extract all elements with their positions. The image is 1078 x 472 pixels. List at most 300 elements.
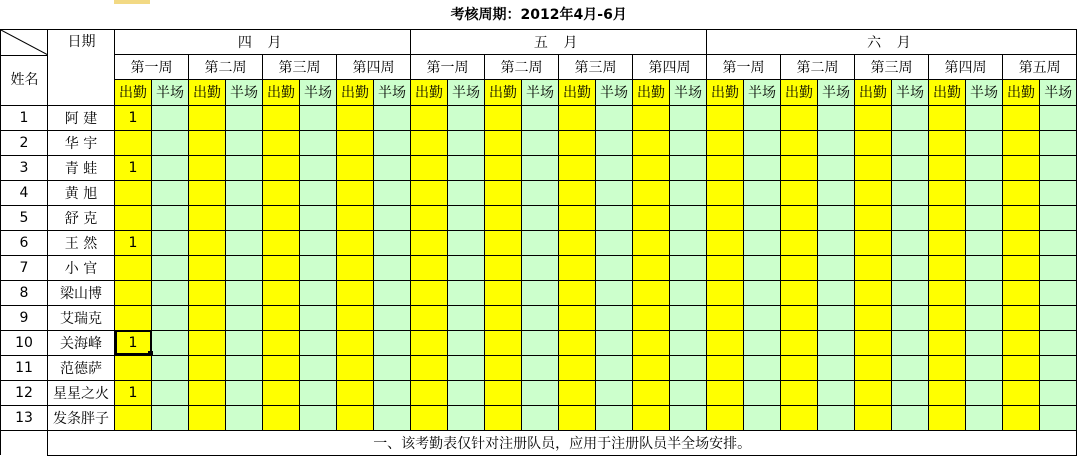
attendance-cell[interactable] (559, 155, 596, 180)
row-number[interactable]: 9 (1, 305, 48, 330)
half-court-cell[interactable] (818, 205, 855, 230)
attendance-cell[interactable] (263, 205, 300, 230)
attendance-cell[interactable] (633, 280, 670, 305)
half-court-cell[interactable] (152, 355, 189, 380)
member-name[interactable]: 星星之火 (48, 380, 115, 405)
attendance-cell[interactable] (1003, 330, 1040, 355)
half-court-cell[interactable] (744, 405, 781, 430)
half-court-cell[interactable] (152, 155, 189, 180)
half-court-cell[interactable] (374, 330, 411, 355)
half-court-cell[interactable] (300, 330, 337, 355)
half-court-cell[interactable] (152, 255, 189, 280)
attendance-cell[interactable] (411, 105, 448, 130)
row-number[interactable]: 7 (1, 255, 48, 280)
half-court-cell[interactable] (226, 305, 263, 330)
member-name[interactable]: 阿 建 (48, 105, 115, 130)
attendance-cell[interactable] (707, 355, 744, 380)
attendance-cell[interactable] (1003, 380, 1040, 405)
half-court-cell[interactable] (300, 305, 337, 330)
half-court-cell[interactable] (1040, 305, 1077, 330)
half-court-cell[interactable] (1040, 280, 1077, 305)
half-court-cell[interactable] (152, 305, 189, 330)
half-court-cell[interactable] (596, 355, 633, 380)
attendance-cell[interactable] (189, 130, 226, 155)
attendance-cell[interactable] (559, 405, 596, 430)
half-court-cell[interactable] (670, 255, 707, 280)
half-court-cell[interactable] (448, 305, 485, 330)
half-court-cell[interactable] (522, 130, 559, 155)
row-number[interactable]: 12 (1, 380, 48, 405)
attendance-cell[interactable] (263, 355, 300, 380)
half-court-cell[interactable] (374, 205, 411, 230)
attendance-cell[interactable] (781, 255, 818, 280)
half-court-cell[interactable] (300, 380, 337, 405)
attendance-cell[interactable] (337, 380, 374, 405)
attendance-cell[interactable] (1003, 205, 1040, 230)
attendance-cell[interactable] (411, 355, 448, 380)
attendance-cell[interactable] (1003, 405, 1040, 430)
row-number[interactable]: 10 (1, 330, 48, 355)
half-court-cell[interactable] (892, 380, 929, 405)
member-name[interactable]: 小 官 (48, 255, 115, 280)
attendance-cell[interactable] (263, 305, 300, 330)
attendance-cell[interactable] (411, 155, 448, 180)
attendance-cell[interactable]: 1 (115, 380, 152, 405)
attendance-cell[interactable] (633, 180, 670, 205)
row-number[interactable]: 5 (1, 205, 48, 230)
attendance-cell[interactable] (337, 205, 374, 230)
half-court-cell[interactable] (670, 305, 707, 330)
attendance-cell[interactable] (485, 255, 522, 280)
attendance-cell[interactable] (929, 205, 966, 230)
attendance-cell[interactable] (411, 305, 448, 330)
fill-handle[interactable] (148, 351, 153, 356)
half-subheader[interactable]: 半场 (670, 80, 707, 105)
attendance-cell[interactable] (781, 405, 818, 430)
attendance-cell[interactable] (337, 230, 374, 255)
attend-subheader[interactable]: 出勤 (115, 80, 152, 105)
half-court-cell[interactable] (522, 180, 559, 205)
half-court-cell[interactable] (596, 280, 633, 305)
half-court-cell[interactable] (596, 330, 633, 355)
attend-subheader[interactable]: 出勤 (633, 80, 670, 105)
half-court-cell[interactable] (152, 230, 189, 255)
half-court-cell[interactable] (818, 380, 855, 405)
attendance-cell[interactable] (411, 230, 448, 255)
half-court-cell[interactable] (374, 105, 411, 130)
week-header[interactable]: 第二周 (485, 54, 559, 79)
attendance-cell[interactable] (559, 355, 596, 380)
week-header[interactable]: 第五周 (1003, 54, 1077, 79)
half-court-cell[interactable] (670, 205, 707, 230)
attend-subheader[interactable]: 出勤 (707, 80, 744, 105)
member-name[interactable]: 黄 旭 (48, 180, 115, 205)
half-court-cell[interactable] (596, 305, 633, 330)
attendance-cell[interactable] (115, 405, 152, 430)
attendance-cell[interactable] (1003, 255, 1040, 280)
member-name[interactable]: 发条胖子 (48, 405, 115, 430)
half-court-cell[interactable] (448, 280, 485, 305)
attendance-cell[interactable] (337, 280, 374, 305)
attendance-cell[interactable] (929, 155, 966, 180)
attendance-cell[interactable] (337, 330, 374, 355)
attendance-cell[interactable] (559, 205, 596, 230)
attendance-cell[interactable]: 1 (115, 105, 152, 130)
attendance-cell[interactable] (633, 205, 670, 230)
half-court-cell[interactable] (966, 155, 1003, 180)
half-subheader[interactable]: 半场 (448, 80, 485, 105)
attendance-cell[interactable] (411, 280, 448, 305)
half-court-cell[interactable] (226, 255, 263, 280)
month-header[interactable]: 四 月 (115, 29, 411, 54)
half-court-cell[interactable] (522, 280, 559, 305)
half-court-cell[interactable] (744, 105, 781, 130)
attendance-cell[interactable] (189, 205, 226, 230)
attendance-cell[interactable] (189, 230, 226, 255)
attendance-cell[interactable] (189, 255, 226, 280)
attendance-cell[interactable] (115, 130, 152, 155)
attendance-cell[interactable] (115, 255, 152, 280)
half-court-cell[interactable] (300, 355, 337, 380)
attendance-cell[interactable] (1003, 155, 1040, 180)
attendance-cell[interactable]: 1 (115, 155, 152, 180)
attendance-cell[interactable] (855, 230, 892, 255)
attendance-cell[interactable] (707, 155, 744, 180)
half-court-cell[interactable] (966, 280, 1003, 305)
attendance-cell[interactable] (1003, 280, 1040, 305)
attendance-cell[interactable] (337, 305, 374, 330)
attendance-cell[interactable] (485, 180, 522, 205)
attend-subheader[interactable]: 出勤 (337, 80, 374, 105)
row-number[interactable]: 11 (1, 355, 48, 380)
half-court-cell[interactable] (744, 355, 781, 380)
half-subheader[interactable]: 半场 (966, 80, 1003, 105)
attendance-cell[interactable] (411, 205, 448, 230)
attendance-cell[interactable] (337, 105, 374, 130)
half-court-cell[interactable] (966, 305, 1003, 330)
attendance-cell[interactable] (707, 205, 744, 230)
half-court-cell[interactable] (300, 255, 337, 280)
attendance-cell[interactable] (855, 280, 892, 305)
attendance-cell[interactable] (781, 380, 818, 405)
half-court-cell[interactable] (818, 180, 855, 205)
attendance-cell[interactable] (707, 405, 744, 430)
half-court-cell[interactable] (1040, 230, 1077, 255)
attendance-cell[interactable] (115, 280, 152, 305)
attendance-cell[interactable] (337, 405, 374, 430)
attendance-cell[interactable] (559, 255, 596, 280)
attendance-cell[interactable] (707, 380, 744, 405)
half-court-cell[interactable] (744, 380, 781, 405)
half-subheader[interactable]: 半场 (744, 80, 781, 105)
attendance-cell[interactable] (411, 380, 448, 405)
half-court-cell[interactable] (226, 280, 263, 305)
half-court-cell[interactable] (374, 180, 411, 205)
half-court-cell[interactable] (670, 105, 707, 130)
half-court-cell[interactable] (448, 230, 485, 255)
half-court-cell[interactable] (522, 355, 559, 380)
half-court-cell[interactable] (596, 130, 633, 155)
attendance-cell[interactable] (337, 355, 374, 380)
half-court-cell[interactable] (892, 355, 929, 380)
half-court-cell[interactable] (226, 405, 263, 430)
member-name[interactable]: 艾瑞克 (48, 305, 115, 330)
half-court-cell[interactable] (522, 380, 559, 405)
member-name[interactable]: 梁山博 (48, 280, 115, 305)
half-court-cell[interactable] (966, 230, 1003, 255)
row-number[interactable]: 3 (1, 155, 48, 180)
half-court-cell[interactable] (226, 230, 263, 255)
week-header[interactable]: 第二周 (781, 54, 855, 79)
half-court-cell[interactable] (966, 355, 1003, 380)
attendance-cell[interactable] (855, 155, 892, 180)
attendance-cell[interactable] (485, 355, 522, 380)
attendance-cell[interactable] (781, 280, 818, 305)
attendance-cell[interactable] (633, 230, 670, 255)
attendance-cell[interactable] (189, 280, 226, 305)
month-header[interactable]: 五 月 (411, 29, 707, 54)
attendance-cell[interactable] (929, 305, 966, 330)
half-court-cell[interactable] (670, 180, 707, 205)
attendance-cell[interactable] (855, 130, 892, 155)
half-court-cell[interactable] (448, 355, 485, 380)
half-court-cell[interactable] (300, 105, 337, 130)
half-court-cell[interactable] (226, 180, 263, 205)
attendance-cell[interactable] (559, 130, 596, 155)
half-court-cell[interactable] (522, 230, 559, 255)
half-subheader[interactable]: 半场 (522, 80, 559, 105)
attendance-cell[interactable] (559, 105, 596, 130)
attendance-cell[interactable] (929, 380, 966, 405)
attendance-cell[interactable] (485, 230, 522, 255)
half-court-cell[interactable] (226, 155, 263, 180)
half-court-cell[interactable] (1040, 155, 1077, 180)
half-court-cell[interactable] (596, 205, 633, 230)
attendance-cell[interactable] (263, 280, 300, 305)
attendance-cell[interactable] (559, 305, 596, 330)
attendance-cell[interactable] (337, 255, 374, 280)
half-subheader[interactable]: 半场 (1040, 80, 1077, 105)
member-name[interactable]: 范德萨 (48, 355, 115, 380)
half-court-cell[interactable] (152, 280, 189, 305)
half-court-cell[interactable] (966, 130, 1003, 155)
attendance-cell[interactable] (1003, 230, 1040, 255)
attendance-cell[interactable] (707, 305, 744, 330)
attendance-cell[interactable] (781, 205, 818, 230)
half-court-cell[interactable] (152, 105, 189, 130)
half-court-cell[interactable] (152, 330, 189, 355)
attendance-cell[interactable] (929, 180, 966, 205)
half-court-cell[interactable] (300, 205, 337, 230)
attendance-cell[interactable] (855, 255, 892, 280)
half-court-cell[interactable] (818, 105, 855, 130)
half-court-cell[interactable] (892, 180, 929, 205)
week-header[interactable]: 第一周 (411, 54, 485, 79)
half-court-cell[interactable] (522, 405, 559, 430)
half-court-cell[interactable] (670, 155, 707, 180)
half-court-cell[interactable] (300, 180, 337, 205)
attendance-cell[interactable] (115, 180, 152, 205)
half-court-cell[interactable] (596, 180, 633, 205)
half-court-cell[interactable] (744, 180, 781, 205)
attendance-cell[interactable] (707, 230, 744, 255)
half-court-cell[interactable] (226, 330, 263, 355)
half-court-cell[interactable] (670, 330, 707, 355)
attendance-cell[interactable] (263, 380, 300, 405)
half-court-cell[interactable] (374, 380, 411, 405)
half-court-cell[interactable] (892, 330, 929, 355)
attendance-cell[interactable] (1003, 355, 1040, 380)
half-court-cell[interactable] (448, 330, 485, 355)
half-court-cell[interactable] (1040, 330, 1077, 355)
week-header[interactable]: 第三周 (263, 54, 337, 79)
half-court-cell[interactable] (596, 230, 633, 255)
attendance-cell[interactable] (781, 305, 818, 330)
attendance-cell[interactable] (929, 355, 966, 380)
half-court-cell[interactable] (374, 230, 411, 255)
attendance-cell[interactable] (189, 355, 226, 380)
attendance-cell[interactable] (263, 230, 300, 255)
week-header[interactable]: 第四周 (633, 54, 707, 79)
half-court-cell[interactable] (892, 205, 929, 230)
week-header[interactable]: 第一周 (115, 54, 189, 79)
attendance-cell[interactable] (411, 330, 448, 355)
half-court-cell[interactable] (448, 130, 485, 155)
half-court-cell[interactable] (892, 255, 929, 280)
attendance-cell[interactable] (189, 155, 226, 180)
attendance-cell[interactable] (485, 205, 522, 230)
attendance-cell[interactable] (263, 330, 300, 355)
attend-subheader[interactable]: 出勤 (929, 80, 966, 105)
half-court-cell[interactable] (152, 205, 189, 230)
half-court-cell[interactable] (374, 405, 411, 430)
week-header[interactable]: 第一周 (707, 54, 781, 79)
attendance-cell[interactable] (559, 330, 596, 355)
attendance-cell[interactable] (707, 105, 744, 130)
half-court-cell[interactable] (448, 255, 485, 280)
half-court-cell[interactable] (892, 155, 929, 180)
half-court-cell[interactable] (448, 405, 485, 430)
attendance-cell[interactable] (411, 255, 448, 280)
attendance-cell[interactable] (781, 130, 818, 155)
attendance-cell[interactable] (115, 355, 152, 380)
half-court-cell[interactable] (1040, 105, 1077, 130)
half-court-cell[interactable] (818, 280, 855, 305)
half-court-cell[interactable] (522, 330, 559, 355)
row-number[interactable]: 4 (1, 180, 48, 205)
half-court-cell[interactable] (818, 330, 855, 355)
attendance-cell[interactable] (633, 155, 670, 180)
row-number[interactable]: 13 (1, 405, 48, 430)
attendance-cell[interactable] (263, 105, 300, 130)
half-court-cell[interactable] (300, 230, 337, 255)
half-court-cell[interactable] (966, 180, 1003, 205)
half-court-cell[interactable] (744, 130, 781, 155)
half-court-cell[interactable] (744, 155, 781, 180)
half-court-cell[interactable] (448, 180, 485, 205)
attendance-cell[interactable] (929, 330, 966, 355)
attendance-cell[interactable] (189, 305, 226, 330)
half-court-cell[interactable] (670, 405, 707, 430)
attendance-cell[interactable] (633, 105, 670, 130)
half-court-cell[interactable] (744, 255, 781, 280)
half-court-cell[interactable] (596, 255, 633, 280)
attendance-cell[interactable] (633, 255, 670, 280)
attendance-cell[interactable] (781, 355, 818, 380)
half-court-cell[interactable] (818, 255, 855, 280)
attendance-cell[interactable] (559, 180, 596, 205)
row-number[interactable]: 6 (1, 230, 48, 255)
half-court-cell[interactable] (448, 205, 485, 230)
attendance-cell[interactable] (337, 155, 374, 180)
attendance-cell[interactable] (855, 105, 892, 130)
half-court-cell[interactable] (152, 130, 189, 155)
half-court-cell[interactable] (744, 305, 781, 330)
half-court-cell[interactable] (596, 105, 633, 130)
attendance-cell[interactable]: 1 (115, 230, 152, 255)
attendance-cell[interactable] (781, 180, 818, 205)
month-header[interactable]: 六 月 (707, 29, 1077, 54)
half-court-cell[interactable] (226, 355, 263, 380)
half-subheader[interactable]: 半场 (892, 80, 929, 105)
attendance-cell[interactable] (189, 105, 226, 130)
attendance-cell[interactable] (559, 380, 596, 405)
half-court-cell[interactable] (892, 230, 929, 255)
attendance-cell[interactable] (929, 405, 966, 430)
attendance-cell[interactable] (411, 180, 448, 205)
half-court-cell[interactable] (152, 405, 189, 430)
half-subheader[interactable]: 半场 (226, 80, 263, 105)
half-subheader[interactable]: 半场 (818, 80, 855, 105)
half-court-cell[interactable] (966, 330, 1003, 355)
attendance-cell[interactable] (633, 405, 670, 430)
half-court-cell[interactable] (966, 205, 1003, 230)
half-court-cell[interactable] (522, 105, 559, 130)
week-header[interactable]: 第三周 (855, 54, 929, 79)
half-court-cell[interactable] (1040, 180, 1077, 205)
attendance-cell[interactable] (1003, 130, 1040, 155)
half-court-cell[interactable] (966, 405, 1003, 430)
attendance-cell[interactable] (855, 405, 892, 430)
half-court-cell[interactable] (374, 355, 411, 380)
attendance-cell[interactable] (189, 405, 226, 430)
half-court-cell[interactable] (522, 255, 559, 280)
week-header[interactable]: 第二周 (189, 54, 263, 79)
half-court-cell[interactable] (152, 380, 189, 405)
half-court-cell[interactable] (818, 155, 855, 180)
member-name[interactable]: 华 宇 (48, 130, 115, 155)
half-court-cell[interactable] (892, 105, 929, 130)
member-name[interactable]: 关海峰 (48, 330, 115, 355)
attendance-cell[interactable] (855, 180, 892, 205)
half-court-cell[interactable] (744, 230, 781, 255)
attendance-cell[interactable] (485, 330, 522, 355)
header-corner[interactable] (1, 29, 115, 105)
week-header[interactable]: 第四周 (929, 54, 1003, 79)
attendance-cell[interactable] (781, 155, 818, 180)
half-court-cell[interactable] (966, 105, 1003, 130)
half-court-cell[interactable] (1040, 205, 1077, 230)
attendance-cell[interactable] (929, 105, 966, 130)
attendance-cell[interactable] (633, 330, 670, 355)
half-subheader[interactable]: 半场 (374, 80, 411, 105)
attendance-cell[interactable] (485, 280, 522, 305)
half-court-cell[interactable] (966, 380, 1003, 405)
row-number[interactable]: 8 (1, 280, 48, 305)
attendance-cell[interactable] (1003, 305, 1040, 330)
attend-subheader[interactable]: 出勤 (559, 80, 596, 105)
attendance-cell[interactable] (633, 380, 670, 405)
